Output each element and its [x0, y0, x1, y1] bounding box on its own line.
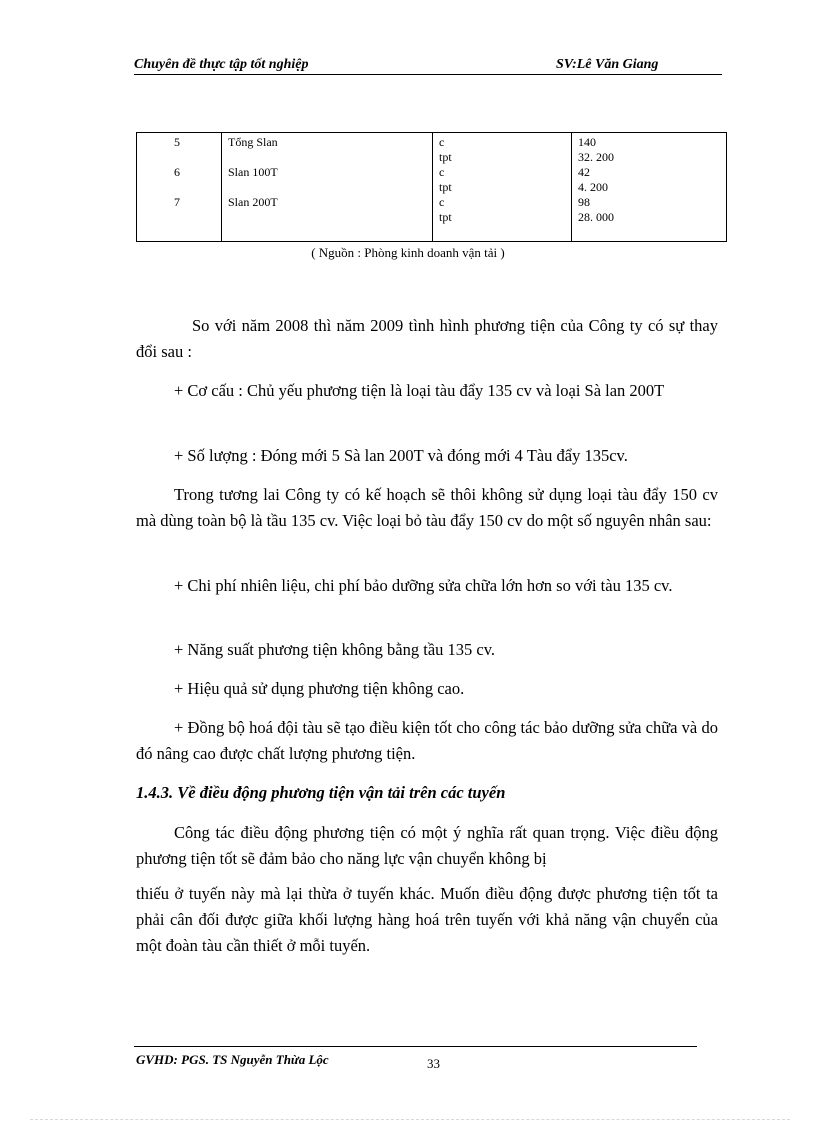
row-value: 28. 000 — [578, 210, 614, 224]
row-unit: c — [439, 135, 445, 149]
table-cell-unit — [433, 133, 572, 242]
paragraph: thiếu ở tuyến này mà lại thừa ở tuyến khác. Muốn điều động được phương tiện tốt ta phải cân đối được giữa khối lượng hàng hoá trên tuyến với khả năng vận chuyển của một đoàn tàu cần thiết ở mỗi tuyến. — [136, 884, 718, 955]
table-source-note: ( Nguồn : Phòng kinh doanh vận tải ) — [311, 245, 505, 260]
table-row — [137, 133, 727, 242]
paragraph: + Đồng bộ hoá đội tàu sẽ tạo điều kiện tốt cho công tác bảo dưỡng sửa chữa và do đó nâng cao được chất lượng phương tiện. — [136, 718, 718, 763]
row-name: Slan 100T — [228, 165, 278, 179]
table-cell-name — [222, 133, 433, 242]
row-number: 5 — [174, 135, 180, 149]
table-cell-value — [572, 133, 727, 242]
row-name: Slan 200T — [228, 195, 278, 209]
row-name: Tổng Slan — [228, 135, 278, 149]
row-value: 98 — [578, 195, 590, 209]
paragraph: So với năm 2008 thì năm 2009 tình hình phương tiện của Công ty có sự thay đổi sau : — [136, 316, 718, 361]
section-heading: 1.4.3. Về điều động phương tiện vận tải trên các tuyến — [136, 783, 506, 802]
paragraph: + Chi phí nhiên liệu, chi phí bảo dưỡng sửa chữa lớn hơn so với tàu 135 cv. — [174, 576, 673, 595]
row-unit: c — [439, 195, 445, 209]
header-author: SV:Lê Văn Giang — [556, 57, 659, 72]
row-number: 6 — [174, 165, 180, 179]
fleet-table — [136, 132, 727, 242]
footer-rule — [134, 1046, 697, 1047]
paragraph: + Năng suất phương tiện không bằng tầu 135 cv. — [174, 640, 496, 659]
row-value: 140 — [578, 135, 596, 149]
row-value: 4. 200 — [578, 180, 608, 194]
header-rule — [134, 74, 722, 75]
page-number: 33 — [427, 1056, 440, 1071]
row-unit: tpt — [439, 150, 452, 164]
header-title: Chuyên đề thực tập tốt nghiệp — [134, 57, 309, 72]
row-value: 42 — [578, 165, 590, 179]
row-unit: c — [439, 165, 445, 179]
paragraph: + Hiệu quả sử dụng phương tiện không cao. — [174, 679, 465, 698]
page-edge-divider — [30, 1119, 790, 1120]
footer-advisor: GVHD: PGS. TS Nguyễn Thừa Lộc — [136, 1052, 329, 1067]
row-unit: tpt — [439, 210, 452, 224]
paragraph: + Số lượng : Đóng mới 5 Sà lan 200T và đóng mới 4 Tàu đẩy 135cv. — [174, 446, 628, 465]
row-number: 7 — [174, 195, 180, 209]
row-value: 32. 200 — [578, 150, 614, 164]
paragraph: Công tác điều động phương tiện có một ý nghĩa rất quan trọng. Việc điều động phương tiện tốt sẽ đảm bảo cho năng lực vận chuyển không bị — [136, 823, 718, 868]
paragraph: + Cơ cấu : Chủ yếu phương tiện là loại tàu đẩy 135 cv và loại Sà lan 200T — [174, 381, 665, 400]
paragraph: Trong tương lai Công ty có kế hoạch sẽ thôi không sử dụng loại tàu đẩy 150 cv mà dùng toàn bộ là tầu 135 cv. Việc loại bỏ tàu đẩy 150 cv do một số nguyên nhân sau: — [136, 485, 718, 530]
table-cell-no — [137, 133, 222, 242]
row-unit: tpt — [439, 180, 452, 194]
